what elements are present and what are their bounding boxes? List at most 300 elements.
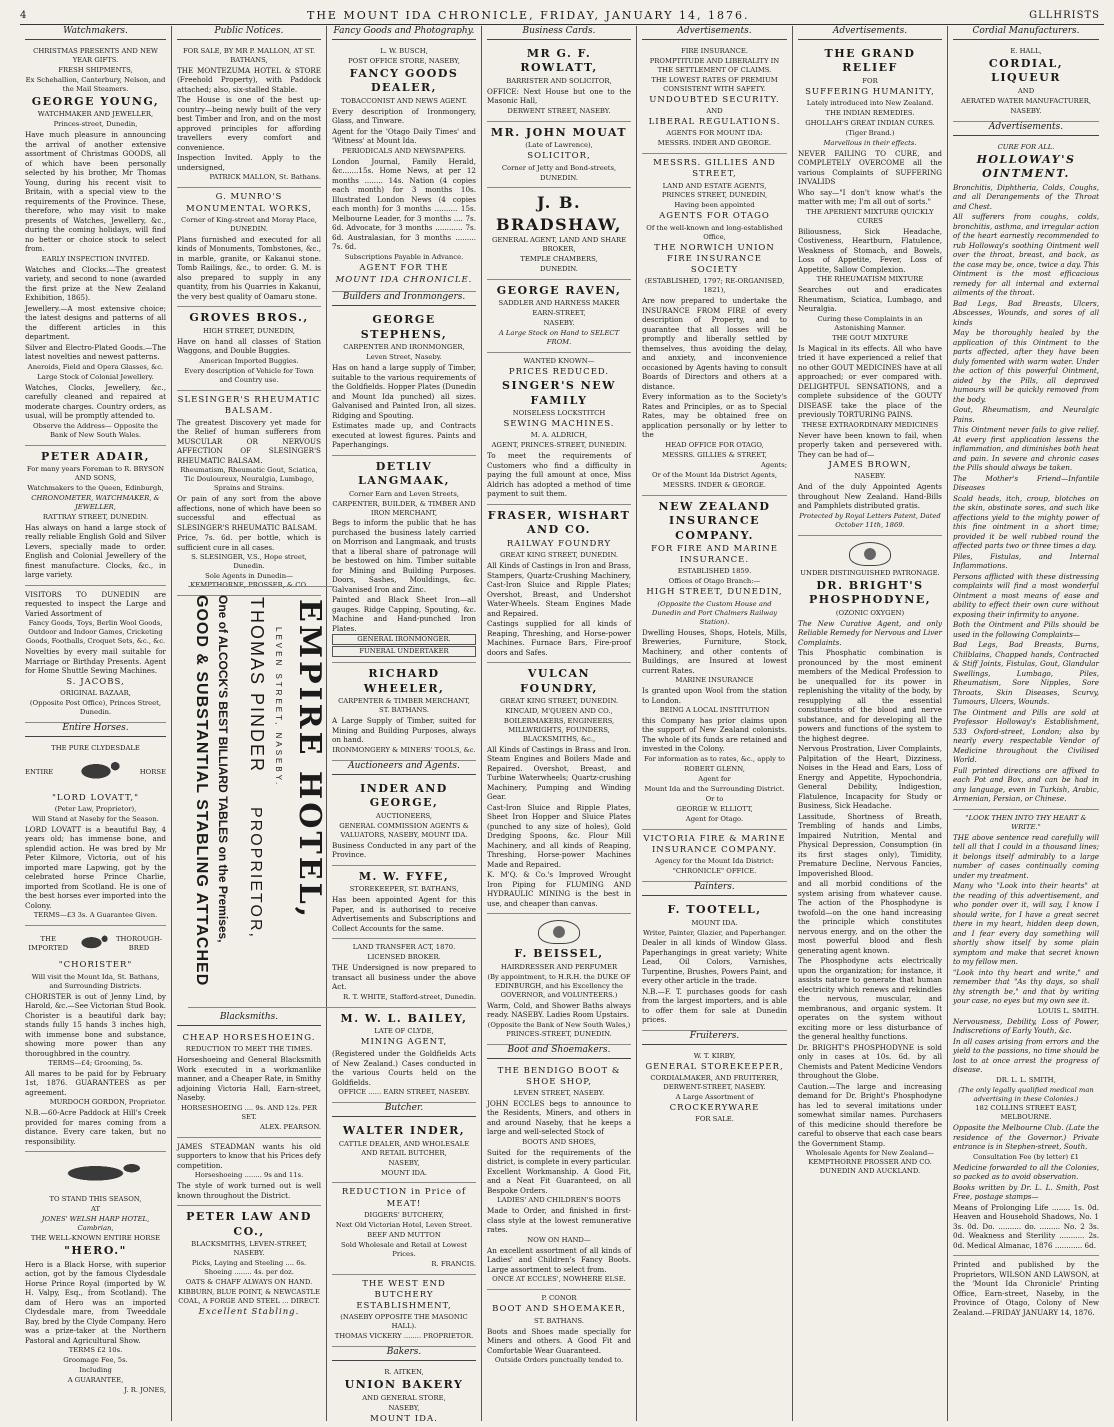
ad-body: The Phosphodyne acts electrically upon the organization; for instance, it assists nature to generate that human electricity which renews and rekindles the nervous, muscular, and membranous, and organic system. It operates on the system without exciting more or less disturbance of the general healthy functions. (798, 956, 942, 1042)
ad-body: Means of Prolonging Life ........ 1s. 0d. Heaven and Household Shadows, No. 1 3s. 0d. Do. .......... do. ......... No. 2 3s. 0d. Weakness and Sterility ........... 2s. 0d. Medical Almanac, 1876 ............ 6d. (953, 1202, 1099, 1250)
ad-munro (177, 188, 321, 307)
ad-title: NEW ZEALAND INSURANCE COMPANY. (658, 499, 771, 542)
ad-title: SINGER'S NEW FAMILY (502, 379, 616, 407)
royal-crest-icon (538, 920, 580, 944)
ad-body: In all cases arising from errors and the yield to the passions, no time should be lost to at once arrest the progress of disease. (953, 1036, 1099, 1075)
ad-line: RAILWAY FOUNDRY (506, 538, 612, 549)
ad-line: American Imported Buggies. (199, 356, 299, 365)
ad-line: M. A. ALDRICH, (530, 431, 588, 440)
ad-title: MESSRS. GILLIES AND STREET, (653, 158, 776, 180)
ad-body: All sufferers from coughs, colds, bronchitis, asthma, and irregular action of the heart earnestly recommended to rub Holloway's soothing Ointment well over the throat, breast, and back, as the case may be, once, twice a day. This Ointment is the most efficacious remedy for all internal and external ailments of the throat. (953, 212, 1099, 298)
ad-line: NASEBY, (388, 1158, 420, 1167)
ad-aitken (332, 1364, 476, 1421)
ad-body: Every description of Ironmongery, Glass, and Tinware. (332, 106, 476, 126)
ad-line: GEORGE W. ELLIOTT, (676, 804, 753, 813)
ad-body: Full printed directions are affixed to each Pot and Box, and can be had in any language, even in Turkish, Arabic, Armenian, Persian, or Chinese. (953, 765, 1099, 804)
ad-line: A Large Assortment of (675, 1092, 754, 1101)
ad-steadman (177, 1138, 321, 1206)
ad-line: BOOTS AND SHOES, (522, 1137, 596, 1146)
ad-line: JAMES BROWN, (828, 460, 912, 471)
ad-line: (Opposite Post Office), Princes Street, Dunedin. (29, 698, 162, 716)
ad-title: EMPIRE HOTEL, (292, 599, 327, 921)
ad-body: The Mother's Friend—Infantile Diseases (953, 473, 1099, 493)
ad-title: "CHORISTER" (58, 960, 133, 971)
ad-body: All Kinds of Castings in Iron and Brass, Stampers, Quartz-Crushing Machinery, Cast-Iron Sluice and Ripple Plates; Overshot, Breast, and Undershot Water-Wheels. Steam Engines Made and Repaired. (487, 561, 631, 618)
masthead (20, 6, 1100, 24)
ad-body: Boots and Shoes made specially for Miners and others. A Good Fit and Comfortable Wear Guaranteed. (487, 1326, 631, 1355)
ad-body: Has been appointed Agent for this Paper, and is authorised to receive Advertisements and Subscriptions and Collect Accounts for the same. (332, 895, 476, 933)
ad-tootell (642, 899, 787, 1031)
ad-line: (NASEBY OPPOSITE THE MASONIC HALL). (340, 1313, 468, 1331)
ad-line: HAIRDRESSER AND PERFUMER (500, 962, 618, 971)
section-heading: Business Cards. (487, 26, 631, 40)
ad-title: CHEAP HORSESHOEING. (182, 1033, 316, 1044)
ad-body: K. M'Q. & Co.'s Improved Wrought Iron Piping for FLUMING AND HYDRAULIC MINING is the best in use, and cheaper than canvas. (487, 870, 631, 908)
ad-body: Biliousness, Sick Headache, Costiveness, Heartburn, Flatulence, Weakness of Stomach, and Bowels, Loss of Appetite, Fever, Loss of Appetite, Sallow Complexion. (798, 226, 942, 274)
ad-title: F. BEISSEL, (514, 947, 604, 961)
ad-line: Subscriptions Payable in Advance. (344, 252, 464, 261)
ad-holloway (953, 139, 1099, 810)
ad-line: KIBBURN, BLUE POINT, & NEWCASTLE COAL, A FORGE AND STEEL ... DIRECT. (178, 1288, 320, 1306)
ad-title: GEORGE YOUNG, (31, 94, 160, 108)
ad-line: FOR FIRE AND MARINE INSURANCE. (651, 544, 778, 566)
column-cordials (948, 26, 1104, 1421)
ad-line: SUFFERING HUMANITY, (805, 86, 935, 97)
ad-line: LADIES' AND CHILDREN'S BOOTS (497, 1196, 621, 1205)
horse-illustration (66, 756, 126, 790)
ad-line: DUNEDIN. (540, 264, 578, 273)
ad-raven (487, 280, 631, 353)
ad-land-transfer (332, 939, 476, 1007)
ad-line: Writer, Painter, Glazier, and Paperhanger. (642, 928, 787, 937)
ad-line: Of the well-known and long-established Office, (646, 223, 783, 241)
ad-body: Bad Legs, Bad Breasts, Ulcers, Abscesses, Wounds, and sores of all kinds (953, 298, 1099, 327)
ad-line: TO STAND THIS SEASON, (49, 1195, 142, 1204)
ad-body: JOHN ECCLES begs to announce to the Residents, Miners, and others in and around Naseby, that he keeps a large and well-selected Stock of (487, 1098, 631, 1137)
ad-line: Every description of Vehicle for Town and Country use. (184, 366, 314, 384)
ad-wheeler (332, 663, 476, 760)
ad-hall (953, 43, 1099, 122)
ad-line: EARLY INSPECTION INVITED. (41, 254, 150, 263)
ad-west-end (332, 1275, 476, 1348)
ad-body: CHORISTER is out of Jenny Lind, by Harold, &c.—See Victorian Stud Book. Chorister is a beautiful dark bay; stands fully 15 hands 3 inches high, with immense bone and substance, showing more power than any thoroughbred in the country. (25, 991, 166, 1058)
ad-body: A Large Supply of Timber, suited for Mining and Building Purposes, always on hand. (332, 716, 476, 745)
ad-line: LATE OF CLYDE, (374, 1027, 434, 1036)
ad-body: this Company has prior claims upon the support of New Zealand colonists. The whole of its funds are retained and invested in the Colony. (642, 715, 787, 754)
ad-body: N.B.—F. T. purchases goods for cash from the largest importers, and is able to offer them for sale at Dunedin prices. (642, 986, 787, 1025)
ad-title: FANCY GOODS DEALER, (349, 66, 459, 95)
ad-body: THE MONTEZUMA HOTEL & STORE (Freehold Property), with Paddock attached; also, six-stalled Stable. (177, 65, 321, 94)
ad-body: Castings supplied for all kinds of Reaping, Threshing, and Horse-power Machines. Furnace Bars, Fire-proof doors and Safes. (487, 619, 631, 657)
ad-line: ST. BATHANS. (534, 1316, 584, 1325)
imprint (953, 1256, 1099, 1322)
ad-title: PETER ADAIR, (41, 449, 150, 463)
ad-title: THE WEST END BUTCHERY ESTABLISHMENT, (356, 1278, 452, 1312)
ad-line: PATRICK MALLON, St. Bathans. (209, 173, 321, 182)
ad-body: Has on hand a large supply of Timber, suitable to the various requirements of the Goldfields. Hopper Plates (Dunedin and Mount Ida punched) all sizes. Galvanised and Painted Iron, all sizes. Ridging and Spouting. (332, 363, 476, 420)
ad-phosphodyne (798, 536, 942, 1181)
ad-body: Jewellery.—A most extensive choice; the latest designs and patterns of all the different articles in this department. (25, 303, 166, 342)
ad-line: CARPENTER AND IRONMONGER, (343, 343, 465, 352)
ad-line: MOUNT IDA. (380, 1168, 428, 1177)
ad-line: ORIGINAL BAZAAR, (60, 688, 131, 697)
ad-bendigo (487, 1062, 631, 1291)
ad-title: VULCAN FOUNDRY, (520, 667, 598, 695)
ad-line: POST OFFICE STORE, NASEBY, (348, 56, 460, 65)
ad-george-young (25, 43, 166, 446)
ad-body: The New Curative Agent, and only Reliable Remedy for Nervous and Liver Complaints. (798, 618, 942, 647)
ad-line: Aneroids, Field and Opera Glasses, &c. (27, 362, 164, 371)
ad-line: Leven Street, Naseby. (366, 353, 442, 362)
ad-line: FRESH SHIPMENTS, (58, 65, 133, 74)
ad-line: TOBACCONIST AND NEWS AGENT. (340, 96, 468, 105)
ad-line: MOUNT IDA. (370, 1413, 438, 1421)
ad-line: Agency for the Mount Ida District: (655, 857, 774, 866)
ad-peter-adair (25, 446, 166, 586)
ad-body: Dr. BRIGHT'S PHOSPHODYNE is sold only in cases at 10s. 6d. by all Chemists and Patent Medicine Vendors throughout the Globe. (798, 1042, 942, 1081)
masthead-title: THE MOUNT IDA CHRONICLE, FRIDAY, JANUARY 14, 1876. (306, 8, 750, 22)
ad-line: MARINE INSURANCE (675, 676, 754, 685)
ad-line: Observe the Address— Opposite the Bank of New South Wales. (33, 421, 158, 439)
ad-langmaak (332, 456, 476, 664)
ad-line: FOR SALE. (695, 1115, 734, 1124)
ad-line: R. AITKEN, (384, 1368, 424, 1377)
ad-line: STOREKEEPER, ST. BATHANS, (349, 885, 459, 894)
column-fancy-goods (327, 26, 481, 1421)
ad-line: Including (79, 1366, 112, 1375)
ad-line: THE RHEUMATISM MIXTURE (816, 275, 924, 284)
ad-body: Gout, Rheumatism, and Neuralgic Pains. (953, 405, 1099, 424)
ad-line: Picks, Laying and Steeling .... 6s. Shoeing ........ 4s. per doz. (191, 1259, 307, 1277)
ad-line: Corner of Jetty and Bond-streets, (501, 163, 617, 172)
ad-line: THOMAS VICKERY ........ PROPRIETOR. (334, 1332, 474, 1341)
ad-title: G. MUNRO'S MONUMENTAL WORKS, (186, 192, 312, 214)
ad-line: BEING A LOCAL INSTITUTION (659, 706, 770, 715)
ad-line: PRICES REDUCED. (508, 366, 610, 377)
ad-line: Excellent Stabling. (198, 1307, 300, 1318)
ad-title: PETER LAW AND CO., (186, 1210, 312, 1238)
ad-line: BARRISTER AND SOLICITOR, (506, 76, 612, 85)
ad-line: Agents; (760, 460, 787, 469)
ad-line: Next Old Victorian Hotel, Leven Street. (335, 1220, 473, 1229)
ad-line: (Late of Lawrence), (525, 141, 593, 150)
columns (20, 26, 1104, 1421)
ad-line: BLACKSMITHS, LEVEN-STREET, NASEBY. (191, 1240, 307, 1258)
ad-title: THE GRAND RELIEF (824, 46, 916, 75)
ad-body: Nervous Prostration, Liver Complaints, Palpitation of the Heart, Dizziness, Noises in the Head and Ears, Loss of Energy and Appetite, Hypochondria, General Debility, Indigestion, Flatulence, Incapacity for Study or Business, Sick Headache. (798, 744, 942, 811)
ad-line: MOUNT IDA CHRONICLE. (335, 274, 473, 285)
ad-line: FIRE INSURANCE. (681, 46, 748, 55)
ad-line: TERMS £2 10s. (68, 1346, 123, 1355)
ad-line: AND (1017, 86, 1035, 95)
ad-body: May be thoroughly healed by the application of this Ointment to the parts affected, after they have been duly fomented with warm water. Under the action of this powerful Ointment, aided by the Pills, all depraved humours will be quickly removed from the body. (953, 328, 1099, 404)
ad-line: Wholesale Agents for New Zealand— KEMPTHORNE PROSSER AND CO. DUNEDIN AND AUCKLAND. (805, 1149, 935, 1176)
ad-line: S. JACOBS, (66, 676, 125, 687)
section-heading: Fruiterers. (642, 1031, 787, 1045)
ad-title: M. W. FYFE, (358, 869, 450, 883)
ad-line: HORSESHOEING .... 9s. AND 12s. PER SET. (180, 1103, 318, 1121)
section-heading: Bakers. (332, 1347, 476, 1361)
ad-line: THE GOUT MIXTURE (832, 333, 908, 342)
ad-line: ONCE AT ECCLES', NOWHERE ELSE. (492, 1275, 626, 1284)
ad-line: Or to (705, 794, 724, 803)
royal-crest-icon (849, 542, 891, 566)
section-heading: Watchmakers. (25, 26, 166, 40)
ad-fraser-wishart (487, 505, 631, 663)
ad-body: All Kinds of Castings in Brass and Iron. Steam Engines and Boilers Made and Repaired. Overshot, Breast, and Turbine Waterwheels; Quartz-crushing Machinery, Pumping and Winding Gear. (487, 744, 631, 802)
ad-line: GENERAL COMMISSION AGENTS & VALUATORS, NASEBY, MOUNT IDA. (339, 821, 469, 839)
ad-line: DR. L. L. SMITH, (996, 1075, 1056, 1084)
ad-line: (Opposite the Bank of New South Wales,) PRINCES-STREET, DUNEDIN. (487, 1020, 631, 1038)
ad-line: Sold Wholesale and Retail at Lowest Prices. (341, 1240, 467, 1258)
ad-line: AGENT, PRINCES-STREET, DUNEDIN. (491, 441, 627, 450)
ad-body: Painted and Black Sheet Iron—all gauges. Ridge Capping, Spouting, &c. Machine and Hand-punched Iron Plates. (332, 595, 476, 633)
ad-slesinger (177, 391, 321, 597)
ad-line: THESE EXTRAORDINARY MEDICINES (801, 420, 939, 429)
ad-line: Lately introduced into New Zealand. (806, 99, 934, 108)
column-medicines (793, 26, 947, 1421)
ad-body: Watches, Clocks, Jewellery, &c., carefully cleaned and repaired at moderate charges. Country orders, as usual, will be promptly attended to. (25, 382, 166, 421)
ad-line: MESSRS. INDER & GEORGE. (662, 480, 767, 489)
ad-line: EARN-STREET, (532, 309, 586, 318)
section-heading: Advertisements. (953, 122, 1099, 136)
ad-line: FOR (862, 76, 878, 85)
ad-louis-smith (953, 810, 1099, 1257)
ad-body: Lassitude, Shortness of Breath, Trembling of hands and Limbs, Impaired Nutrition, Mental and Physical Depression, Consumption (in its first stages only), Timidity, Premature Decline, Nervous Fancies, Impoverished Blood. (798, 811, 942, 878)
ad-body: And of the duly Appointed Agents throughout New Zealand. Hand-Bills and Pamphlets distributed gratis. (798, 482, 942, 511)
ad-line: CHRISTMAS PRESENTS AND NEW YEAR GIFTS. (33, 46, 158, 64)
ad-line: LEVEN STREET, NASEBY. (274, 627, 283, 788)
ad-line: GOOD & SUBSTANTIAL STABLING ATTACHED (193, 595, 210, 987)
ad-inder-george (332, 778, 476, 866)
ad-line: (Tiger Brand.) (845, 129, 895, 137)
ad-line: Horseshoeing ........ 9s and 11s. (194, 1171, 304, 1180)
ad-line: LICENSED BROKER. (367, 953, 441, 962)
ad-line: Groomage Fee, 5s. (63, 1356, 128, 1365)
ad-peter-law (177, 1206, 321, 1323)
ad-body: Are now prepared to undertake the INSURANCE FROM FIRE of every description of Property, and to guarantee that all losses will be promptly and liberally settled by themselves, thus avoiding the delay, and anxiety, and inconvenience occasioned by Agents having to consult Boards of Directors and others at a distance. (642, 296, 787, 391)
ad-line: Fancy Goods, Toys, Berlin Wool Goods, Outdoor and Indoor Games, Cricketing Goods, Footballs, Croquet Sets, &c., &c. (25, 619, 166, 646)
ad-rowlatt (487, 43, 631, 122)
ad-line: CHRONOMETER, WATCHMAKER, & JEWELLER, (31, 493, 160, 511)
ad-walter-inder (332, 1120, 476, 1183)
ad-line: NASEBY. (1010, 106, 1042, 115)
ad-title: GENERAL STOREKEEPER, (645, 1061, 784, 1072)
ad-title: BOOT AND SHOEMAKER, (492, 1304, 626, 1315)
ad-line: AGENTS FOR MOUNT IDA: (666, 129, 763, 138)
ad-lord-lovatt (25, 740, 166, 927)
ad-line: R. FRANCIS. (431, 1259, 476, 1268)
ad-diggers (332, 1183, 476, 1274)
ad-body: Business Conducted in any part of the Province. (332, 840, 476, 860)
ad-body: All mares to be paid for by February 1st, 1876. GUARANTEES as per agreement. (25, 1068, 166, 1097)
ad-victoria-insurance (642, 830, 787, 882)
ad-line: Watchmakers to the Queen, Edinburgh, (27, 483, 164, 492)
ad-line: WANTED KNOWN— (523, 356, 595, 365)
ad-line: THOROUGH-BRED (115, 935, 163, 953)
ad-line: L. W. BUSCH, (380, 46, 428, 55)
ad-line: Will Stand at Naseby for the Season. (32, 814, 159, 823)
ad-line: GREAT KING STREET, DUNEDIN. (499, 551, 619, 560)
ad-line: NOW ON HAND— (527, 1235, 591, 1244)
ad-line: BOILERMAKERS, ENGINEERS, MILLWRIGHTS, FOUNDERS, BLACKSMITHS, &c., (503, 716, 615, 743)
ad-line: Marvellous in their effects. (823, 138, 917, 147)
ad-body: Plans furnished and executed for all kinds of Monuments, Tombstones, &c., in marble, granite, or Kakanui stone. Tomb Railings, &c., to order. G. M. is also prepared to supply in any quantity, from his Quarries in Kakanui, the very best quality of Oamaru stone. (177, 234, 321, 301)
ad-line: HIGH STREET, DUNEDIN, (646, 587, 783, 598)
ad-title: UNION BAKERY (344, 1378, 464, 1392)
ad-line: R. T. WHITE, Stafford-street, Dunedin. (343, 992, 476, 1001)
ad-title: SLESINGER'S RHEUMATIC BALSAM. (177, 394, 321, 416)
ad-line: (By appointment, to H.R.H. the DUKE OF EDINBURGH, and his Excellency the GOVERNOR, and VOLUNTEERS.) (487, 972, 631, 999)
ad-line: CATTLE DEALER, AND WHOLESALE AND RETAIL BUTCHER, (338, 1139, 470, 1157)
ad-title: HOLLOWAY'S OINTMENT. (976, 152, 1076, 181)
ad-body: An excellent assortment of all kinds of Ladies' and Children's Fancy Boots. Large assortment to select from. (487, 1245, 631, 1274)
ad-body: The House is one of the best up-country—being newly built of the very best Timber and Iron, and on the most approved principles for affording travellers every comfort and convenience. (177, 95, 321, 152)
ad-line: AGENT FOR THE (359, 262, 449, 273)
ad-body: The style of work turned out is well known throughout the District. (177, 1181, 321, 1200)
ad-line: NOISELESS LOCKSTITCH (512, 409, 606, 418)
ad-line: SOLICITOR, (527, 151, 591, 162)
ad-montezuma (177, 43, 321, 188)
masthead-right: GLLHRISTS (1029, 9, 1100, 21)
ad-body: OFFICE: Next House but one to the Masonic Hall, (487, 86, 631, 106)
ad-line: PROPRIETOR, (247, 807, 264, 939)
ad-body: Suited for the requirements of the district, is complete in every particular. Excellent Workmanship. A Good Fit, and a Neat Fit Guaranteed, on all Bespoke Orders. (487, 1147, 631, 1195)
ad-line: CARPENTER & TIMBER MERCHANT, ST. BATHANS. (338, 697, 470, 715)
ad-line: THOMAS PINDER (247, 597, 267, 774)
ad-line: ROBERT GLENN, (684, 764, 745, 773)
ad-line: OATS & CHAFF ALWAYS ON HAND. (185, 1278, 313, 1287)
ad-body: Hero is a Black Horse, with superior action, got by the famous Clydesdale Horse Prince Royal (imported by W. H. Valpy, Esq., from Scotland). The dam of Hero was an imported Clydesdale mare, from Tweeddale Bay, bred by the Clyde Company. Hero was a prize-taker at the Northern Pastoral and Agricultural Show. (25, 1259, 166, 1345)
ad-nz-insurance (642, 496, 787, 830)
ad-body: Bad Legs, Bad Breasts, Burns, Chilblains, Chapped hands, Contracted & Stiff Joints, Fistulas, Gout, Glandular Swellings, Lumbago, Piles, Rheumatism, Sore Nipples, Sore Throats, Skin Diseases, Scurvy, Tumours, Ulcers, Wounds. (953, 640, 1099, 707)
ad-title: M. W. L. BAILEY, (340, 1011, 468, 1025)
ad-line: MESSRS. GILLIES & STREET, (662, 450, 767, 459)
section-heading: Auctioneers and Agents. (332, 761, 476, 775)
ad-line: (The only legally qualified medical man advertising in these Colonies.) (958, 1085, 1094, 1103)
ad-line: (Peter Law, Proprietor), (54, 804, 137, 813)
ad-body: To meet the requirements of Customers who find a difficulty in paying the full amount at once, Miss Aldrich has adopted a method of time payment to suit them. (487, 451, 631, 499)
ad-line: PROMPTITUDE AND LIBERALITY IN THE SETTLEMENT OF CLAIMS. (649, 56, 780, 74)
ad-line: Rheumatism, Rheumatic Gout, Sciatica, Tic Douloureux, Neuralgia, Lumbago, Sprains and Strains. (180, 466, 318, 493)
ad-body: VISITORS TO DUNEDIN are requested to inspect the Large and Varied Assortment of (25, 589, 166, 618)
ad-line: ESTABLISHED 1859. (677, 567, 752, 576)
ad-line: Corner Earn and Leven Streets, (348, 489, 460, 498)
ad-singer (487, 353, 631, 505)
ad-line: THE APERIENT MIXTURE QUICKLY CURES (806, 207, 934, 225)
ad-empire-hotel (188, 586, 334, 1008)
ad-line: MINING AGENT, (360, 1037, 448, 1048)
ad-line: Protected by Royal Letters Patent, Dated October 11th, 1869. (799, 511, 941, 529)
ad-body: Have on hand all classes of Station Waggons, and Double Buggies. (177, 336, 321, 356)
ad-line: (OZONIC OXYGEN) (835, 608, 905, 617)
section-heading: Entire Horses. (25, 723, 166, 737)
ad-busch (332, 43, 476, 292)
ad-title: MR. JOHN MOUAT (490, 125, 628, 139)
column-business-cards (482, 26, 636, 1421)
ad-title: FRASER, WISHART AND CO. (487, 508, 631, 537)
ad-bailey (332, 1008, 476, 1104)
ad-title: THE BENDIGO BOOT & SHOE SHOP, (497, 1065, 621, 1087)
ad-line: 182 COLLINS STREET EAST, MELBOURNE. (975, 1104, 1077, 1122)
ad-line: Outside Orders punctually tended to. (494, 1356, 624, 1365)
ad-groves (177, 307, 321, 390)
ad-body: THE above sentence read carefully will tell all that I could in a thousand lines; it belongs itself admirably to a large number of cases continually coming under my treatment. (953, 832, 1099, 880)
section-heading: Boot and Shoemakers. (487, 1045, 631, 1059)
ad-line: ALEX. PEARSON. (259, 1122, 321, 1131)
ad-line: Agent for (698, 774, 731, 783)
ad-line: AND GENERAL STORE, (362, 1393, 446, 1402)
ad-line: THE PURE CLYDESDALE (51, 743, 140, 752)
ad-line: OFFICE ...... EARN STREET, NASEBY. (338, 1088, 470, 1097)
ad-title: INDER AND GEORGE, (360, 781, 448, 810)
ad-line: (ESTABLISHED, 1797; RE-ORGANISED, 1821), (644, 277, 785, 295)
ad-fyfe (332, 866, 476, 939)
ad-body: Warm, Cold, and Shower Baths always ready. NASEBY. Ladies Room Upstairs. (487, 1000, 631, 1020)
ad-line: HORSE (139, 768, 166, 777)
ad-body: Horseshoeing and General Blacksmith Work executed in a workmanlike manner, and a Cheaper Rate, in Smithy adjoining Victoria Hall, Earn-street, Naseby. (177, 1055, 321, 1103)
section-heading: Public Notices. (177, 26, 321, 40)
ad-line: Consultation Fee (by letter) £1 (973, 1152, 1079, 1161)
ad-body: Watches and Clocks.—The greatest variety, and second to none (awarded the first prize at the New Zealand Exhibition, 1865). (25, 264, 166, 303)
ad-title: GEORGE STEPHENS, (360, 313, 448, 341)
ad-line: W. T. KIRBY, (693, 1051, 736, 1060)
ad-line: Mount Ida and the Surrounding District. (644, 784, 785, 793)
imprint-text: Printed and published by the Proprietors, WILSON AND LAWSON, at the 'Mount Ida Chronicle' Printing Office, Earn-street, Naseby, in the Province of Otago, Colony of New Zealand.—FRIDAY JANUARY 14, 1876. (953, 1260, 1099, 1317)
horse-illustration (39, 1158, 152, 1192)
ad-line: Sole Agents in Dunedin— KEMPTHORNE, PROSSER, & CO. (190, 572, 308, 590)
ad-line: GREAT KING STREET, DUNEDIN. (499, 697, 619, 706)
ad-line: IRONMONGERY & MINERS' TOOLS, &c. (332, 745, 476, 754)
ad-title: DR. BRIGHT'S PHOSPHODYNE, (808, 578, 932, 607)
ad-body: JAMES STEADMAN wants his old supporters to know that his Prices defy competition. (177, 1141, 321, 1170)
ad-line: GENERAL AGENT, LAND AND SHARE BROKER, (491, 235, 627, 253)
ad-body: The Ointment and Pills are sold at Professor Holloway's Establishment, 533 Oxford-street, London; also by nearly every respectable Vendor of Medicine throughout the Civilised World. (953, 707, 1099, 765)
section-heading: Blacksmiths. (177, 1012, 321, 1026)
page-number: 4 (20, 9, 28, 21)
section-heading: Cordial Manufacturers. (953, 26, 1099, 40)
ad-body: The greatest Discovery yet made for the Relief of human sufferers from MUSCULAR OR NERVOUS AFFECTION OF SLESINGER'S RHEUMATIC BALSAM. (177, 417, 321, 465)
ad-line: AERATED WATER MANUFACTURER, (961, 96, 1091, 105)
ad-body: (Registered under the Goldfields Acts of New Zealand.) Cases conducted in the various Courts held on the Goldfields. (332, 1049, 476, 1087)
ad-line: LAND TRANSFER ACT, 1870. (352, 943, 456, 952)
ad-line: LEVEN STREET, NASEBY. (513, 1089, 605, 1098)
ad-title: F. TOOTELL, (667, 903, 762, 917)
ad-fire-insurance (642, 43, 787, 154)
ad-body: Searches out and eradicates Rheumatism, Sciatica, Lumbago, and Neuralgia. (798, 285, 942, 314)
masthead-rule (20, 24, 1104, 25)
ad-body: THE Undersigned is now prepared to transact all business under the above Act. (332, 963, 476, 992)
ad-line: CORDIALMAKER, AND FRUITERER, DERWENT-STREET, NASEBY. (650, 1074, 779, 1091)
ad-line: GHOLLAH'S GREAT INDIAN CURES. (805, 119, 935, 128)
ad-line: CARPENTER, BUILDER, & TIMBER AND IRON MERCHANT, (332, 499, 476, 517)
ad-line: JONES' WELSH HARP HOTEL, Cambrian, (41, 1215, 150, 1233)
ad-body: Made to Order, and finished in first-class style at the lowest remunerative rates. (487, 1206, 631, 1235)
ad-line: AGENTS FOR OTAGO (659, 211, 770, 222)
ad-line: FUNERAL UNDERTAKER (332, 646, 476, 657)
ad-title: GROVES BROS., (189, 311, 309, 325)
ad-line: NASEBY. (543, 319, 575, 328)
ad-line: For information as to rates, &c., apply to (644, 754, 785, 763)
ad-body: NEVER FAILING TO CURE, and COMPLETELY OVERCOME all the various Complaints of SUFFERING INVALIDS (798, 148, 942, 187)
ad-body: Price, 7s. 6d. per bottle, which is sufficient cure in all cases. (177, 533, 321, 552)
ad-line: A Large Stock on Hand to SELECT FROM. (498, 329, 620, 346)
ad-line: "CHRONICLE" OFFICE. (672, 867, 757, 876)
ad-line: AT (90, 1205, 101, 1214)
ad-line: DUNEDIN. (540, 173, 578, 182)
ad-hero (25, 1152, 166, 1400)
ad-line: Will visit the Mount Ida, St. Bathans, and Surrounding Districts. (31, 972, 160, 990)
